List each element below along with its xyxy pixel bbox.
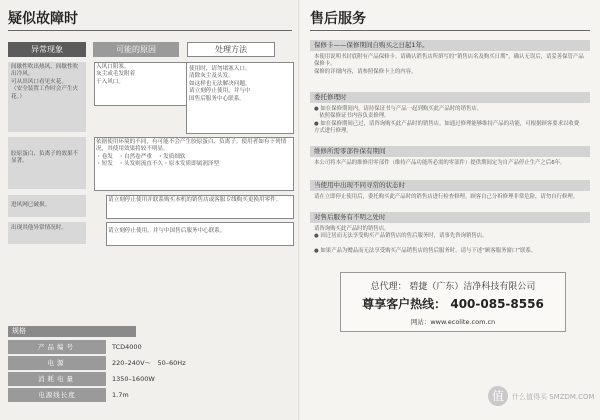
title-divider [8,30,292,31]
fault-row-1 [8,62,292,132]
fault-solution: 依据使用环境的不同，有可能不会产生胶原蛋白、负离子。使用者如有下列情况，其使用效果将较不明显。 ・卷发 ・自然卷严重 ・发质细软 ・短发 ・头发则流直不久・原本发质即属润泽型 [96,139,287,168]
spec-value: TCD4000 [112,343,142,351]
troubleshooting-title: 疑似故障时 [8,11,78,27]
section-text: 本使用说明书封底附有产品保修卡。请确认销售店所填写的“销售店名及购买日期”，确认无误后，请妥善保管产品保修卡。 保修的详细内容，请参照保修卡上的内容。 [314,54,584,75]
after-sales-title: 售后服务 [310,11,366,27]
fault-symptom: 间歇性吹出热风、间歇性吹出冷风。 可从出风口看见火花。 （安全装置工作时会产生火花。） [8,62,86,132]
website: 网站：www.ecolite.com.cn [410,318,496,326]
fault-row-4 [8,222,292,244]
section-heading: 委托修理时 [310,92,590,103]
fault-solution: 请立刻停止使用，并与中国售后服务中心联系。 [108,228,226,234]
spec-row [8,340,292,354]
section-heading: 维修所需零部件保有期间 [310,146,590,157]
spec-value: 1.7m [112,391,129,399]
spec-label: 消耗电量 [8,372,106,386]
spec-row [8,388,292,402]
distributor: 总代理： 碧捷（广东）洁净科技有限公司 [370,282,536,292]
section-text: 请在立即停止使用后，委托购买此产品时的销售店进行检查修理。顾客自己分拆修理非常危险，请勿自行修理。 [314,194,579,200]
hotline: 尊享客户热线： 400-085-8556 [362,297,544,311]
tab-symptom: 异常现象 [8,42,86,57]
fault-symptom: 出现其他异常情况时。 [8,222,86,244]
fault-cause: 入风口阻塞。 灰尘或毛发附着 于入风口。 [96,64,136,85]
watermark-logo-icon: 值 [488,386,508,406]
fault-solution: 使用时，请勿堵塞入口。 清除灰尘及头发。 如这样也无法解决问题， 请立刻停止使用，并与中 国售后服务中心联系。 [189,66,251,102]
section-heading: 保修卡——保修期间自购买之日起1年。 [310,40,590,51]
section-text: ● 如在保修期间内，请持保证书与产品一起到购买此产品时的销售店。 依照保修证书内容负责修理。 ● 如在保修期间已过，请咨询购买此产品时的销售店。如通过修理能够维持产品的功能，可根据顾客要求以收费方式进行修理。 [314,106,580,135]
section-text: 请咨询购买此产品时的销售店。 ● 因迁居而无法享受购买产品销售店的售后服务时，请事先咨询销售店。 ● 如果产品为赠品而无法享受购买产品销售店的售后服务时，请与下述“顾客服务窗口”联系。 [314,226,537,255]
spec-row [8,356,292,370]
fault-row-2 [8,137,292,189]
section-text: 本公司将本产品的维修用零部件（维持产品功能所必需的零部件）提供期间定为自产品停止生产之后6年。 [314,160,566,166]
section-heading: 当使用中出现不同寻常的状态时 [310,180,590,191]
tab-cause: 可能的原因 [93,42,179,57]
spec-label: 产品编号 [8,340,106,354]
spec-value: 220–240V～ 50–60Hz [112,359,186,367]
fault-row-3 [8,195,292,217]
tab-solution: 处理方法 [187,42,275,57]
spec-label: 电源 [8,356,106,370]
spec-row [8,372,292,386]
spec-heading: 规格 [8,326,136,337]
fault-symptom: 胶原蛋白、负离子的效果不显著。 [8,137,86,189]
watermark-text: 什么值得买 SMZDM.COM [512,393,595,401]
spec-value: 1350–1600W [112,375,155,383]
right-page [300,0,600,420]
section-heading: 对售后服务有不明之处时 [310,212,590,223]
spec-label: 电源线长度 [8,388,106,402]
contact-box [340,272,566,332]
title-divider [310,30,590,31]
fault-solution: 请立刻停止使用并联系购买本机的销售店或客服专线购买更换用零件。 [108,197,282,203]
fault-symptom: 进风网已破损。 [8,195,86,217]
